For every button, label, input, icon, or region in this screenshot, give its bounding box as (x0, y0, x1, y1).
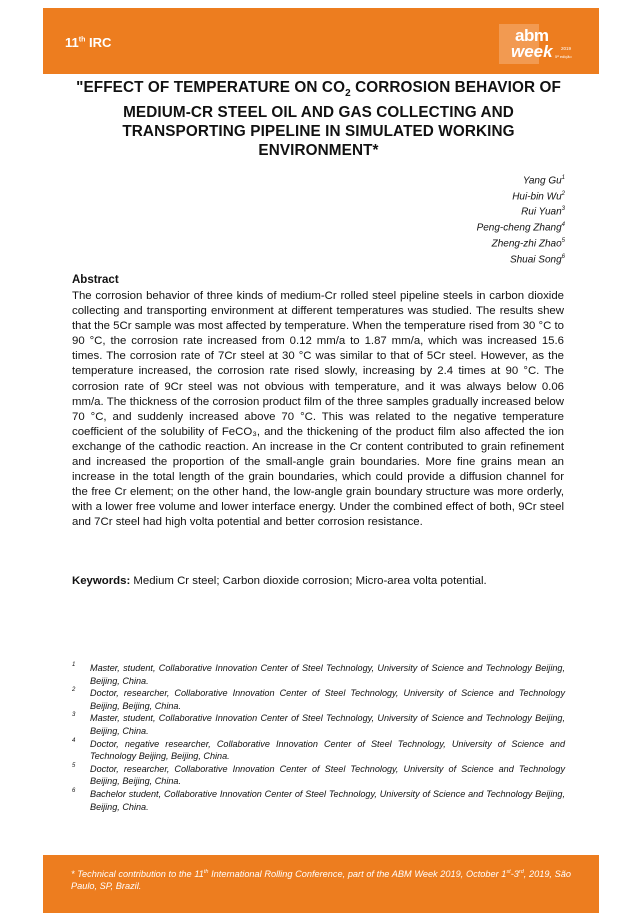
footnote (72, 788, 565, 813)
footnote (72, 738, 565, 763)
footnote-number: 6 (72, 787, 76, 794)
author-affiliation-mark: 5 (561, 237, 565, 244)
author-name: Zheng-zhi Zhao (491, 238, 562, 250)
author-line (477, 188, 565, 204)
logo-week-text: week (511, 42, 553, 61)
abm-week-logo (499, 24, 577, 64)
footnote-text: Doctor, negative researcher, Collaborative Innovation Center of Steel Technology, University of Science and Technology Beijing, Beijing, China. (90, 738, 565, 762)
abstract-heading: Abstract (72, 274, 119, 286)
keywords-text: Medium Cr steel; Carbon dioxide corrosion; Micro-area volta potential. (130, 575, 487, 587)
header-band (43, 8, 599, 74)
footnote-text: Bachelor student, Collaborative Innovation Center of Steel Technology, University of Science and Technology Beijing, Beijing, China. (90, 788, 565, 812)
author-name: Hui-bin Wu (512, 191, 562, 203)
author-affiliation-mark: 3 (561, 206, 565, 213)
abstract-text: The corrosion behavior of three kinds of medium-Cr rolled steel pipeline steels in carbon dioxide collecting and transporting environment at different temperatures was studied. The results shew that the 5Cr sample was most affected by temperature. When the temperature rised from 30 °C to 90 °C, the corrosion rate increased from 0.12 mm/a to 1.87 mm/a, which was increased 15.6 times. The corrosion rate of 7Cr steel at 30 °C was similar to that of 5Cr steel. However, as the temperature increased, the corrosion rate rised slowly, increasing by 2.4 times at 90 °C. The corrosion rate of 9Cr steel was not obvious with temperature, and it was always below 0.06 mm/a. The thickness of the corrosion product film of the three samples gradually increased below 70 °C, and suddenly increased above 70 °C. This was related to the negative temperature coefficient of the solubility of FeCO₃, and the thickening of the product film also affected the ion exchange of the cathodic reaction. An increase in the Cr content contributed to grain refinement and increased the proportion of the small-angle grain boundaries. More fine grains mean an increase in the total length of the grain boundaries, which could provide a diffusion channel for the free Cr element; on the other hand, the low-angle grain boundary structure was more orderly, with a lower free volume and lower interface energy. Under the combined effect of both, 9Cr steel and 7Cr steel had high volta potential and better corrosion resistance. (72, 290, 564, 529)
author-name: Rui Yuan (521, 206, 562, 218)
footnote-text: Master, student, Collaborative Innovation Center of Steel Technology, University of Science and Technology Beijing, Beijing, China. (90, 663, 565, 686)
keywords-label: Keywords: (72, 575, 131, 587)
author-list (477, 172, 565, 266)
footnote-text: Master, student, Collaborative Innovation Center of Steel Technology, University of Science and Technology Beijing, Beijing, China. (90, 713, 565, 736)
footer-band (43, 855, 599, 913)
footnote (72, 763, 565, 788)
author-name: Shuai Song (509, 254, 562, 265)
footnote-number: 4 (72, 737, 76, 744)
footnote-number: 2 (72, 687, 76, 694)
footnote-text: Doctor, researcher, Collaborative Innovation Center of Steel Technology, University of Science and Technology Beijing, Beijing, China. (90, 688, 565, 711)
author-affiliation-mark: 2 (561, 190, 565, 197)
author-line (477, 203, 565, 219)
author-line (477, 235, 565, 251)
author-affiliation-mark: 6 (561, 253, 565, 260)
keywords (72, 574, 564, 589)
author-affiliation-mark: 4 (561, 222, 565, 229)
author-line (477, 172, 565, 188)
footnote (72, 712, 565, 737)
author-name: Peng-cheng Zhang (476, 222, 562, 234)
logo-year-text: 2019 (561, 46, 572, 51)
footnote-number: 3 (72, 712, 76, 719)
paper-title: "EFFECT OF TEMPERATURE ON $CO_2$ CORROSION BEHAVIOR OF MEDIUM-CR STEEL OIL AND GAS COLLECTING AND TRANSPORTING PIPELINE IN SIMULATED WORKING ENVIRONMENT* (76, 79, 561, 160)
author-line (477, 251, 565, 267)
author-line (477, 219, 565, 235)
footnote-number: 1 (72, 662, 76, 668)
footer-note: * Technical contribution to the 11th International Rolling Conference, part of the ABM Week 2019, October 1st-3rd, 2019, São Paulo, SP, Brazil. (71, 869, 571, 892)
author-affiliation-mark: 1 (561, 175, 565, 181)
footnotes (72, 662, 565, 813)
footnote (72, 662, 565, 687)
logo-abm-text: abm (515, 26, 549, 45)
author-name: Yang Gu (522, 175, 562, 187)
footnote-text: Doctor, researcher, Collaborative Innovation Center of Steel Technology, University of Science and Technology Beijing, Beijing, China. (90, 763, 565, 787)
logo-edition-text: 5ª edição (555, 54, 572, 59)
footnote (72, 687, 565, 712)
conference-tag: 11th IRC (65, 35, 112, 50)
footnote-number: 5 (72, 762, 76, 769)
